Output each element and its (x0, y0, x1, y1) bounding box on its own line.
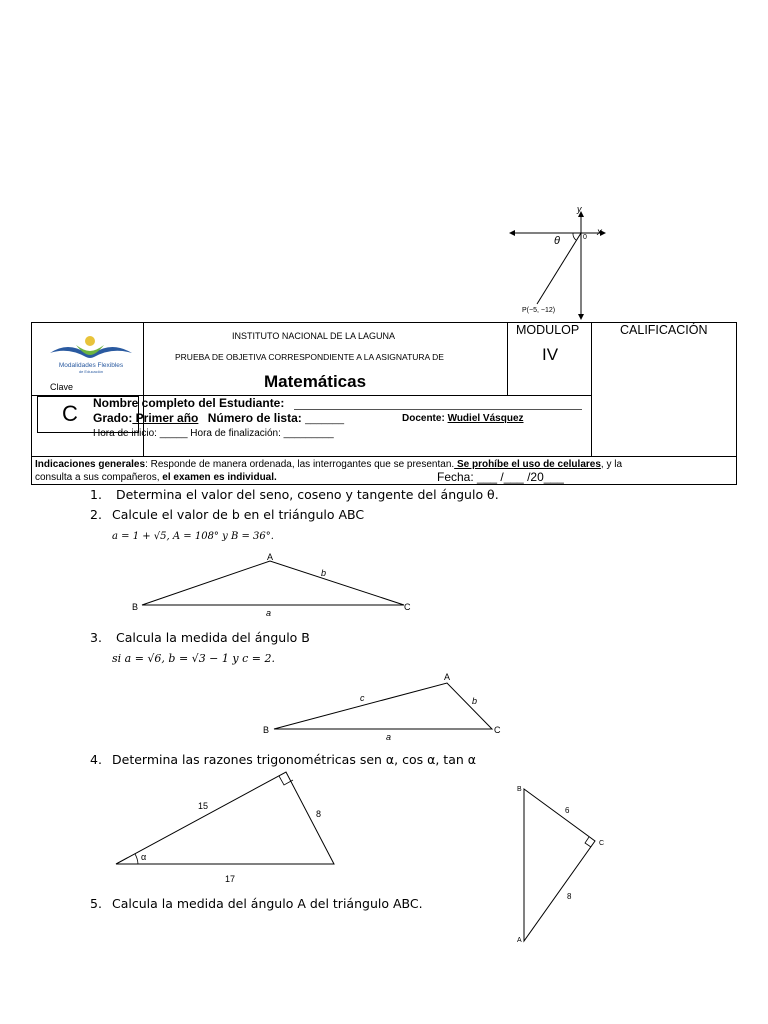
logo-subtext: de Educación (78, 369, 104, 374)
vertex-b: B (132, 602, 139, 612)
indicaciones-text: : Responde de manera ordenada, las interrogantes que se presentan. (145, 459, 455, 470)
question-2 (90, 507, 364, 522)
side-ca-label: 8 (567, 892, 572, 901)
clave-label: Clave (50, 382, 74, 392)
angle-arc (573, 233, 576, 240)
grado-label: Grado: (93, 411, 133, 425)
vertex-c: C (494, 725, 501, 735)
institute-name: INSTITUTO NACIONAL DE LA LAGUNA (232, 331, 396, 341)
logo (46, 331, 136, 375)
triangle-q4 (108, 765, 348, 890)
right-angle-mark (585, 837, 591, 847)
clave-value: C (62, 401, 78, 426)
side-opp-label: 8 (316, 809, 322, 819)
q2-given-values: a = 1 + √5, A = 108° y B = 36°. (112, 531, 274, 542)
modulo-label: MODULOP (516, 323, 580, 337)
vertex-b: B (263, 725, 270, 735)
question-text: Calcule el valor de b en el triángulo ABC (112, 507, 365, 522)
question-3 (90, 630, 310, 645)
vertex-c: C (599, 840, 605, 847)
docente-label: Docente: (402, 413, 448, 424)
origin-label: 0 (583, 234, 587, 241)
side-b-label: b (472, 696, 478, 706)
indicaciones-line1 (35, 459, 622, 470)
triangle-q2-shape (142, 561, 404, 605)
question-number: 4. (90, 752, 102, 767)
question-number: 5. (90, 896, 102, 911)
divider (32, 456, 737, 457)
grado-value: Primer año (132, 411, 199, 425)
divider (507, 323, 508, 396)
docente-value: Wudiel Vásquez (447, 413, 524, 424)
hora-row: Hora de inicio: _____ Hora de finalización: _________ (93, 428, 334, 439)
vertex-b: B (517, 786, 522, 793)
side-base-label: 17 (225, 874, 236, 884)
question-text: Calcula la medida del ángulo A del triángulo ABC. (112, 896, 423, 911)
side-a-label: a (266, 608, 272, 618)
triangle-q4-shape (116, 772, 334, 864)
docente-row (402, 413, 524, 424)
subject-title: Matemáticas (264, 372, 367, 391)
nombre-label-text: Nombre completo del Estudiante: (93, 396, 285, 410)
exam-header-table (31, 322, 737, 485)
triangle-q2 (128, 552, 418, 622)
question-1 (90, 487, 499, 502)
nombre-label (93, 396, 284, 410)
grado-row (93, 411, 344, 425)
indicaciones-label: Indicaciones generales (35, 459, 146, 470)
side-bc-label: 6 (565, 806, 570, 815)
vertex-a: A (444, 672, 451, 682)
triangle-q3-shape (274, 683, 492, 729)
x-axis-arrow-left (509, 230, 515, 236)
divider (591, 323, 592, 456)
vertex-a: A (517, 937, 522, 944)
y-label: y (577, 204, 582, 214)
coordinate-figure (505, 200, 615, 322)
modulo-value: IV (542, 345, 559, 364)
vertex-c: C (404, 602, 411, 612)
side-a-label: a (386, 732, 392, 742)
prueba-text: PRUEBA DE OBJETIVA CORRESPONDIENTE A LA ASIGNATURA DE (175, 352, 444, 362)
side-b-label: b (321, 568, 327, 578)
question-text: Determina el valor del seno, coseno y tangente del ángulo θ. (112, 487, 499, 502)
triangle-q5-shape (524, 789, 595, 941)
question-number: 3. (90, 630, 102, 645)
calificacion-label: CALIFICACIÓN (620, 323, 708, 337)
logo-text: Modalidades Flexibles (58, 362, 124, 369)
fecha-text: Fecha: ___ /___ /20___ (437, 470, 564, 484)
numero-blank: _______ (305, 414, 345, 425)
point-label: P(−5, −12) (522, 307, 556, 314)
individual-text: el examen es individual. (162, 472, 277, 483)
indicaciones-line2 (35, 472, 277, 483)
question-number: 2. (90, 507, 102, 522)
q3-given-values: si a = √6, b = √3 − 1 y c = 2. (112, 652, 275, 665)
x-label: x (597, 227, 602, 238)
question-text: Determina las razones trigonométricas sen α, cos α, tan α (112, 752, 476, 767)
side-hyp-label: 15 (198, 801, 209, 811)
side-c-label: c (360, 693, 365, 703)
alpha-label: α (141, 852, 147, 862)
y-axis-arrow-down (578, 314, 584, 320)
logo-dot (85, 336, 95, 346)
triangle-q5 (510, 780, 610, 950)
indicaciones-text2: , y la (600, 459, 623, 470)
nombre-underline (294, 409, 582, 410)
numero-label: Número de lista: (207, 411, 306, 425)
alpha-arc (135, 854, 138, 864)
prohibe-text: Se prohíbe el uso de celulares (454, 459, 601, 470)
question-text: Calcula la medida del ángulo B (112, 630, 310, 645)
vertex-a: A (267, 552, 274, 562)
consulta-text: consulta a sus compañeros, (35, 472, 163, 483)
theta-label: θ (554, 235, 560, 247)
triangle-q3 (258, 668, 508, 742)
question-number: 1. (90, 487, 102, 502)
question-5 (90, 896, 423, 911)
